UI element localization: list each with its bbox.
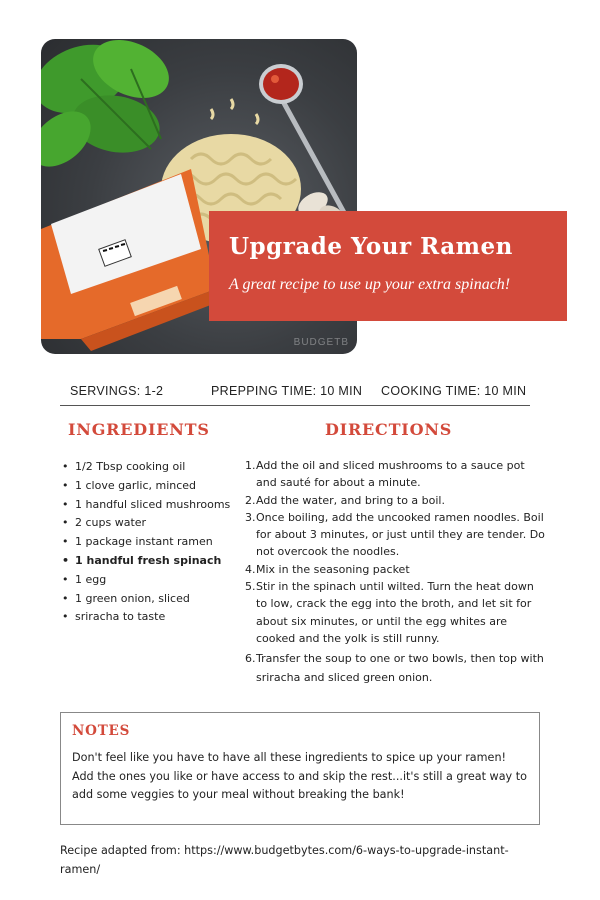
step-number: 6. [245,652,256,666]
direction-step [245,509,545,561]
step-text: Transfer the soup to one or two bowls, then top with sriracha and sliced green onion. [256,652,544,685]
step-number: 2. [245,493,256,507]
ingredients-list [62,458,232,627]
title-banner [209,211,567,321]
step-number: 1. [245,459,256,472]
step-text: Mix in the seasoning packet [256,562,410,576]
photo-watermark: BUDGETB [293,337,349,348]
step-text: Once boiling, add the uncooked ramen noodles. Boil for about 3 minutes, or just until they are tender. Do not overcook the noodles. [256,510,545,559]
ingredient-item: • 1 package instant ramen [62,533,232,552]
direction-step [245,561,545,578]
recipe-title: Upgrade Your Ramen [229,233,513,260]
notes-box [60,712,540,825]
step-text: Add the water, and bring to a boil. [256,493,445,507]
ingredient-item: • 1 handful sliced mushrooms [62,496,232,515]
step-number: 4. [245,562,256,576]
step-text: Stir in the spinach until wilted. Turn the heat down to low, crack the egg into the broth, and let sit for about six minutes, or until the egg whites are cooked and the yolk is still runny. [256,580,534,645]
directions-heading: DIRECTIONS [325,420,453,439]
direction-step [245,578,545,647]
step-text: Add the oil and sliced mushrooms to a sauce pot and sauté for about a minute. [256,459,525,490]
direction-step [245,649,545,687]
ingredient-item: • 2 cups water [62,514,232,533]
step-number: 5. [245,580,256,594]
notes-text: Don't feel like you have to have all these ingredients to spice up your ramen! Add the ones you like or have access to and skip the rest...it's still a great way to add some veggies to your meal without breaking the bank! [72,751,527,802]
direction-step [245,492,545,509]
cooking-time-label: COOKING TIME: 10 MIN [381,384,527,398]
prepping-time-label: PREPPING TIME: 10 MIN [211,384,363,398]
ingredients-heading: INGREDIENTS [68,420,210,439]
ingredient-item: • 1 clove garlic, minced [62,477,232,496]
ingredient-item: • 1 egg [62,571,232,590]
recipe-source: Recipe adapted from: https://www.budgetbytes.com/6-ways-to-upgrade-instant-ramen/ [60,844,509,876]
ingredient-item: • 1/2 Tbsp cooking oil [62,458,232,477]
notes-heading: NOTES [72,723,131,739]
ingredient-item: • 1 handful fresh spinach [62,552,232,571]
ramen-packet [41,169,221,351]
meta-divider [60,405,530,406]
step-number: 3. [245,510,256,524]
recipe-subtitle: A great recipe to use up your extra spinach! [229,276,511,293]
ingredient-item: • 1 green onion, sliced [62,590,232,609]
direction-step [245,457,545,492]
spinach-leaves [41,39,178,178]
servings-label: SERVINGS: 1-2 [70,384,164,398]
ingredient-item: • sriracha to taste [62,608,232,627]
directions-list [245,457,545,687]
